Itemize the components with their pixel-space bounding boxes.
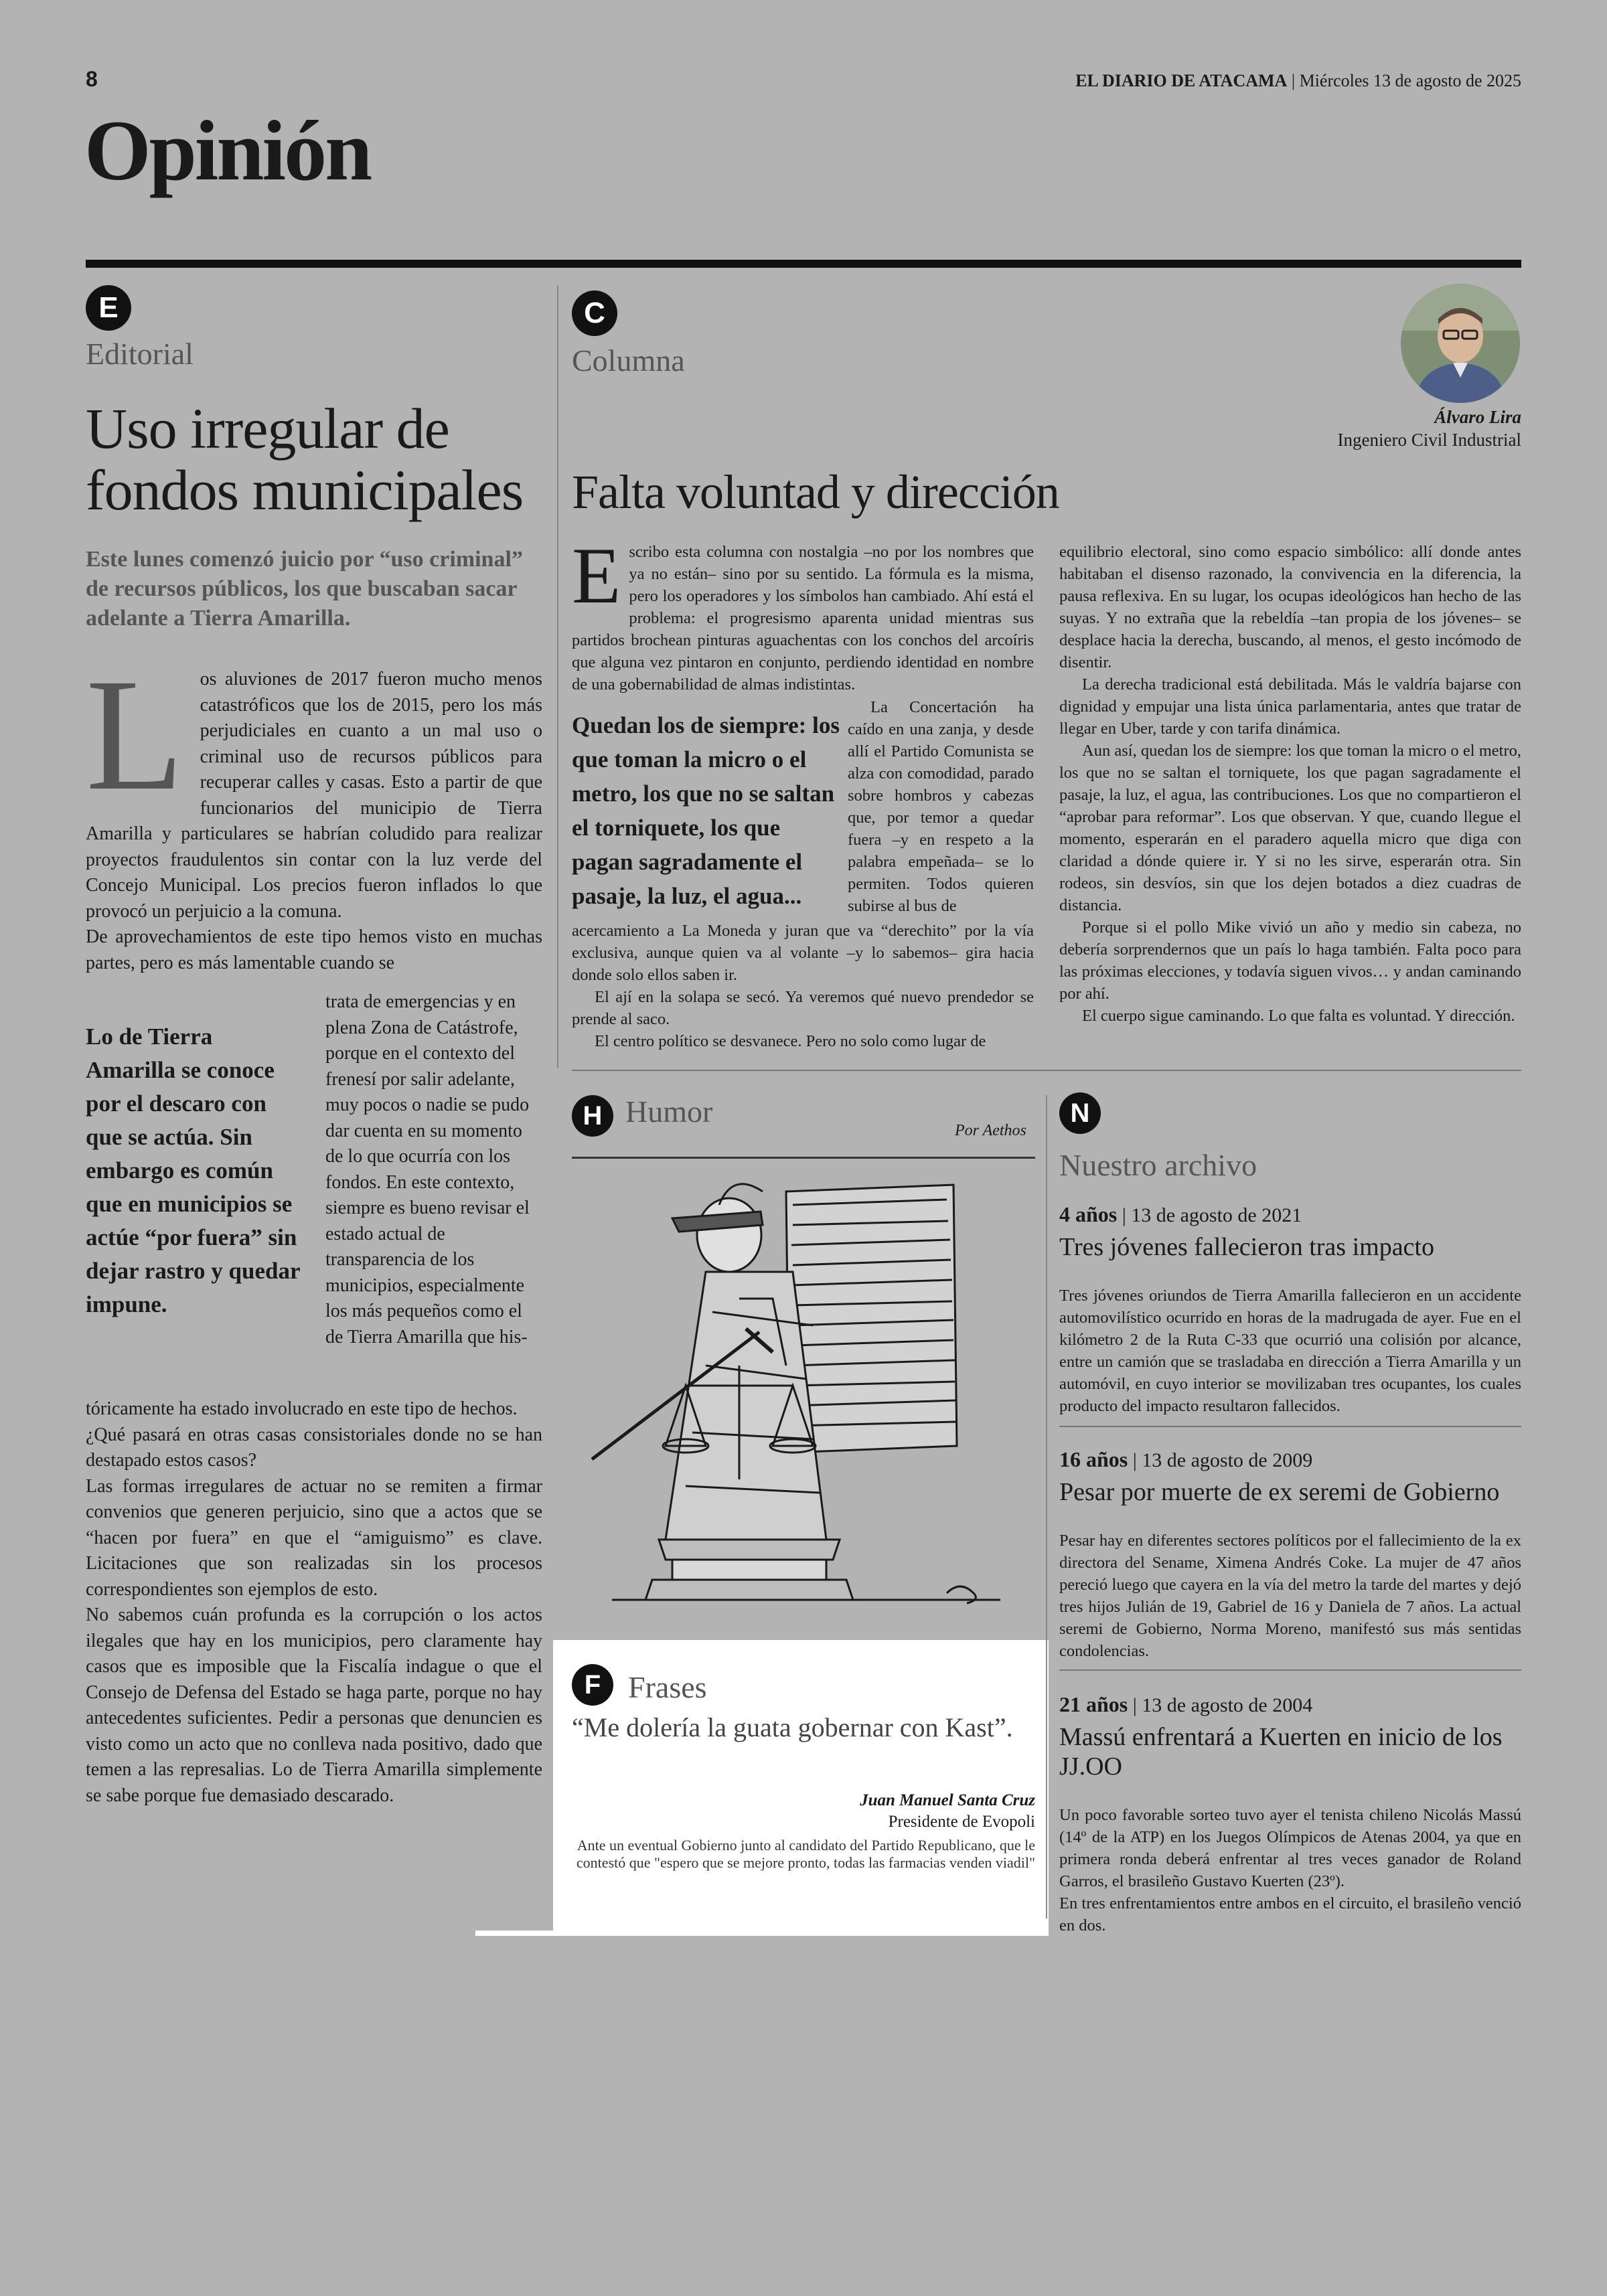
column-pullquote: Quedan los de siempre: los que toman la micro o el metro, los que no se saltan el torniquete, los que pagan sagradamente el pasaje, la luz, el agua... <box>572 712 840 909</box>
editorial-divider <box>557 285 558 1068</box>
archive-body-2: En tres enfrentamientos entre ambos en el circuito, el brasileño venció en dos. <box>1059 1894 1521 1935</box>
editorial-badge: E <box>86 285 131 331</box>
archive-body: Tres jóvenes oriundos de Tierra Amarilla fallecieron en un accidente automovilístico ocurrido en horas de la madrugada de ayer. Fue en el kilómetro 2 de la Ruta C-33 que ocurrió una colisión por alcance, entre un camión que se trasladaba en dirección a Tierra Amarilla y un automóvil, en cuyo interior se movilizaban tres ocupantes, los cuales producto del impacto resultaron fallecidos. <box>1059 1287 1521 1415</box>
archive-body: Pesar hay en diferentes sectores políticos por el fallecimiento de la ex directora del Sename, Ximena Andrés Coke. La mujer de 47 años pereció luego que cayera en la vía del metro la tarde del martes y dejó tres hijos Julián de 19, Gabriel de 16 y Daniela de 7 años. La actual seremi de Gobierno, Norma Moreno, manifestó sus más sentidas condolencias. <box>1059 1532 1521 1660</box>
header-rule <box>86 260 1521 268</box>
editorial-body-bottom <box>86 1396 542 1809</box>
editorial-paragraph-1: os aluviones de 2017 fueron mucho menos catastróficos que los de 2015, pero los más perjudiciales en cuanto a un mal uso o criminal uso de recursos públicos para recuperar calles y casas. Esto a partir de que funcionarios del municipio de Tierra Amarilla y particulares se habrían coludido para realizar proyectos fraudulentos sin contar con la luz verde del Concejo Municipal. Los precios fueron inflados lo que provocó un perjuicio a la comuna. <box>86 669 542 922</box>
frases-quote: “Me dolería la guata gobernar con Kast”. <box>572 1712 1013 1742</box>
section-title: Opinión <box>84 103 371 198</box>
archive-date: 13 de agosto de 2009 <box>1142 1449 1313 1471</box>
column-paragraph-7: Aun así, quedan los de siempre: los que toman la micro o el metro, los que no se saltan el torniquete, los que pagan sagradamente el pasaje, la luz, el agua, las contribuciones. Los que no compartieron el “aprobar para reformar”. Los que observan. Y que, cuando llegue el momento, esperarán en el paradero aquella micro que diga con claridad a dónde quiere ir. Y si no les sirve, esperarán otra. Sin rodeos, sin desvíos, sin que los dejen botados a diez cuadras de distancia. <box>1059 742 1521 914</box>
column-bottom-rule <box>572 1070 1521 1071</box>
column-badge: C <box>572 291 617 336</box>
editorial-paragraph-3: ¿Qué pasará en otras casas consistoriales donde no se han destapado estos casos? <box>86 1424 542 1471</box>
column-title: Falta voluntad y dirección <box>572 465 1059 519</box>
editorial-paragraph-5: No sabemos cuán profunda es la corrupción o los actos ilegales que hay en los municipios, pero claramente hay casos que es imposible que la Fiscalía indague o que el Consejo de Defensa del Estado se haga parte, porque no hay antecedentes suficientes. Pedir a personas que denuncien es visto como un acto que no conlleva nada positivo, dado que temen a las represalias. Lo de Tierra Amarilla simplemente se sabe porque fue demasiado descarado. <box>86 1605 542 1806</box>
archive-date: 13 de agosto de 2021 <box>1131 1204 1302 1226</box>
column-body-lower <box>572 920 1034 1052</box>
frases-badge: F <box>572 1664 613 1706</box>
issue-date: Miércoles 13 de agosto de 2025 <box>1299 71 1521 90</box>
column-paragraph-3: El ají en la solapa se secó. Ya veremos qué nuevo prendedor se prende al saco. <box>572 988 1034 1028</box>
archive-rule-2 <box>1059 1669 1521 1671</box>
archive-item-1: 4 años | 13 de agosto de 2021 Tres jóvenes fallecieron tras impacto Tres jóvenes oriundos de Tierra Amarilla fallecieron en un accidente automovilístico ocurrido en horas de la madrugada de ayer. Fue en el kilómetro 2 de la Ruta C-33 que ocurrió una colisión por alcance, entre un camión que se trasladaba en dirección a Tierra Amarilla y un automóvil, en cuyo interior se movilizaban tres ocupantes, los cuales producto del impacto resultaron fallecidos. <box>1059 1202 1521 1417</box>
archive-date: 13 de agosto de 2004 <box>1142 1694 1313 1716</box>
archive-item-2: 16 años | 13 de agosto de 2009 Pesar por muerte de ex seremi de Gobierno Pesar hay en diferentes sectores políticos por el fallecimiento de la ex directora del Sename, Ximena Andrés Coke. La mujer de 47 años pereció luego que cayera en la vía del metro la tarde del martes y dejó tres hijos Julián de 19, Gabriel de 16 y Daniela de 7 años. La actual seremi de Gobierno, Norma Moreno, manifestó sus más sentidas condolencias. <box>1059 1447 1521 1662</box>
frases-label: Frases <box>628 1670 707 1704</box>
column-label: Columna <box>572 343 685 378</box>
column-paragraph-2b: acercamiento a La Moneda y juran que va “derechito” por la vía exclusiva, aunque quien va al volante –y lo sabemos– gira hacia donde solo ellos saben ir. <box>572 922 1034 984</box>
editorial-dropcap: L <box>86 645 184 823</box>
editorial-title: Uso irregular de fondos municipales <box>86 396 524 522</box>
frases-speaker-role: Presidente de Evopoli <box>888 1813 1035 1831</box>
newspaper-name: EL DIARIO DE ATACAMA <box>1075 71 1288 90</box>
archive-years: 4 años <box>1059 1202 1118 1226</box>
archive-divider <box>1046 1095 1047 1918</box>
editorial-body-mid <box>325 989 542 1350</box>
column-paragraph-4: El centro político se desvanece. Pero no solo como lugar de <box>595 1032 986 1050</box>
archive-badge: N <box>1059 1092 1101 1134</box>
archive-years: 16 años <box>1059 1447 1128 1471</box>
author-role: Ingeniero Civil Industrial <box>1337 430 1521 450</box>
archive-body: Un poco favorable sorteo tuvo ayer el tenista chileno Nicolás Massú (14º de la ATP) en los Juegos Olímpicos de Atenas 2004, ya que en primera ronda deberá enfrentar al tres veces ganador de Roland Garros, el brasileño Gustavo Kuerten (23º). <box>1059 1806 1521 1890</box>
pedestal-icon <box>612 1540 1000 1600</box>
column-paragraph-9: El cuerpo sigue caminando. Lo que falta es voluntad. Y dirección. <box>1082 1007 1515 1025</box>
paper-stack-icon <box>786 1185 957 1453</box>
editorial-paragraph-2c: tóricamente ha estado involucrado en este tipo de hechos. <box>86 1398 518 1419</box>
column-body-right <box>1059 541 1521 1027</box>
column-body-mid <box>848 696 1034 917</box>
author-name: Álvaro Lira <box>1434 407 1521 427</box>
archive-label: Nuestro archivo <box>1059 1148 1257 1182</box>
justice-cartoon-icon <box>572 1165 1035 1620</box>
editorial-paragraph-4: Las formas irregulares de actuar no se remiten a firmar convenios que generen perjuicio, sino que a actos que se “hacen por fuera” en que el “amiguismo” es clave. Licitaciones que son realizadas sin los procesos correspondientes son ejemplos de esto. <box>86 1475 542 1600</box>
archive-title: Massú enfrentará a Kuerten en inicio de los JJ.OO <box>1059 1723 1503 1781</box>
author-photo <box>1401 284 1520 403</box>
archive-years: 21 años <box>1059 1692 1128 1716</box>
humor-cartoon <box>572 1165 1035 1620</box>
editorial-lead: Este lunes comenzó juicio por “uso criminal” de recursos públicos, los que buscaban sacar adelante a Tierra Amarilla. <box>86 547 523 631</box>
column-body-left <box>572 531 1034 695</box>
archive-title: Pesar por muerte de ex seremi de Gobierno <box>1059 1478 1500 1506</box>
frases-box-underline <box>475 1931 554 1936</box>
column-paragraph-2a: La Concertación ha caído en una zanja, y desde allí el Partido Comunista se alza con comodidad, parado sobre hombros y cabezas que, por temor a quedar fuera –y en respeto a la palabra empeñada– se lo permiten. Todos quieren subirse al bus de <box>848 698 1034 915</box>
author-portrait-icon <box>1401 284 1520 403</box>
editorial-body-top <box>86 645 542 976</box>
column-paragraph-1: scribo esta columna con nostalgia –no por los nombres que ya no están– sino por su sentido. La fórmula es la misma, pero los operadores y los símbolos han cambiado. Ahí está el problema: el progresismo aparenta unidad mientras sus partidos brochean pinturas aguachentas con los conchos del arcoíris que alguna vez pintaron en conjunto, perdiendo identidad en nombre de una gobernabilidad de almas indistintas. <box>572 543 1034 693</box>
archive-item-3: 21 años | 13 de agosto de 2004 Massú enfrentará a Kuerten en inicio de los JJ.OO Un poco favorable sorteo tuvo ayer el tenista chileno Nicolás Massú (14º de la ATP) en los Juegos Olímpicos de Atenas 2004, ya que en primera ronda deberá enfrentar al tres veces ganador de Roland Garros, el brasileño Gustavo Kuerten (23º). En tres enfrentamientos entre ambos en el circuito, el brasileño venció en dos. <box>1059 1692 1521 1937</box>
humor-badge: H <box>572 1095 613 1137</box>
page-number: 8 <box>86 67 98 91</box>
newspaper-dateline: EL DIARIO DE ATACAMA | Miércoles 13 de agosto de 2025 <box>1075 71 1521 90</box>
editorial-label: Editorial <box>86 337 194 371</box>
editorial-paragraph-2a: De aprovechamientos de este tipo hemos visto en muchas partes, pero es más lamentable cuando se <box>86 926 542 973</box>
frases-speaker: Juan Manuel Santa Cruz <box>860 1791 1035 1809</box>
editorial-pullquote: Lo de Tierra Amarilla se conoce por el descaro con que se actúa. Sin embargo es común que en municipios se actúe “por fuera” sin dejar rastro y quedar impune. <box>86 1023 300 1317</box>
frases-context: Ante un eventual Gobierno junto al candidato del Partido Republicano, que le contestó que "espero que se mejore pronto, todas las farmacias venden viadil" <box>576 1837 1035 1871</box>
column-paragraph-8: Porque si el pollo Mike vivió un año y medio sin cabeza, no debería sorprendernos que un país lo haga también. Falta poco para las próximas elecciones, y todavía siguen vivos… y andan caminando por ahí. <box>1059 918 1521 1003</box>
column-paragraph-5: equilibrio electoral, sino como espacio simbólico: allí donde antes habitaban el disenso razonado, la convivencia en la diferencia, la pausa reflexiva. En su lugar, los ocupas ideológicos han hecho de las suyas. Y no extraña que la rebeldía –tan propia de los jóvenes– se desplace hacia la derecha, buscando, al menos, el gesto incómodo de disentir. <box>1059 543 1521 671</box>
humor-rule <box>572 1157 1035 1159</box>
humor-label: Humor <box>625 1094 713 1129</box>
archive-rule-1 <box>1059 1426 1521 1427</box>
column-dropcap: E <box>572 531 621 620</box>
archive-title: Tres jóvenes fallecieron tras impacto <box>1059 1233 1434 1261</box>
frases-box <box>553 1640 1049 1936</box>
editorial-paragraph-2b: trata de emergencias y en plena Zona de Catástrofe, porque en el contexto del frenesí por salir adelante, muy pocos o nadie se pudo dar cuenta en su momento de lo que ocurría con los fondos. En este contexto, siempre es bueno revisar el estado actual de transparencia de los municipios, especialmente los más pequeños como el de Tierra Amarilla que his- <box>325 991 530 1347</box>
humor-credit: Por Aethos <box>955 1122 1026 1139</box>
column-paragraph-6: La derecha tradicional está debilitada. Más le valdría bajarse con dignidad y empujar una lista única parlamentaria, antes que tratar de llegar en Uber, tarde y con tarifa dinámica. <box>1059 675 1521 738</box>
